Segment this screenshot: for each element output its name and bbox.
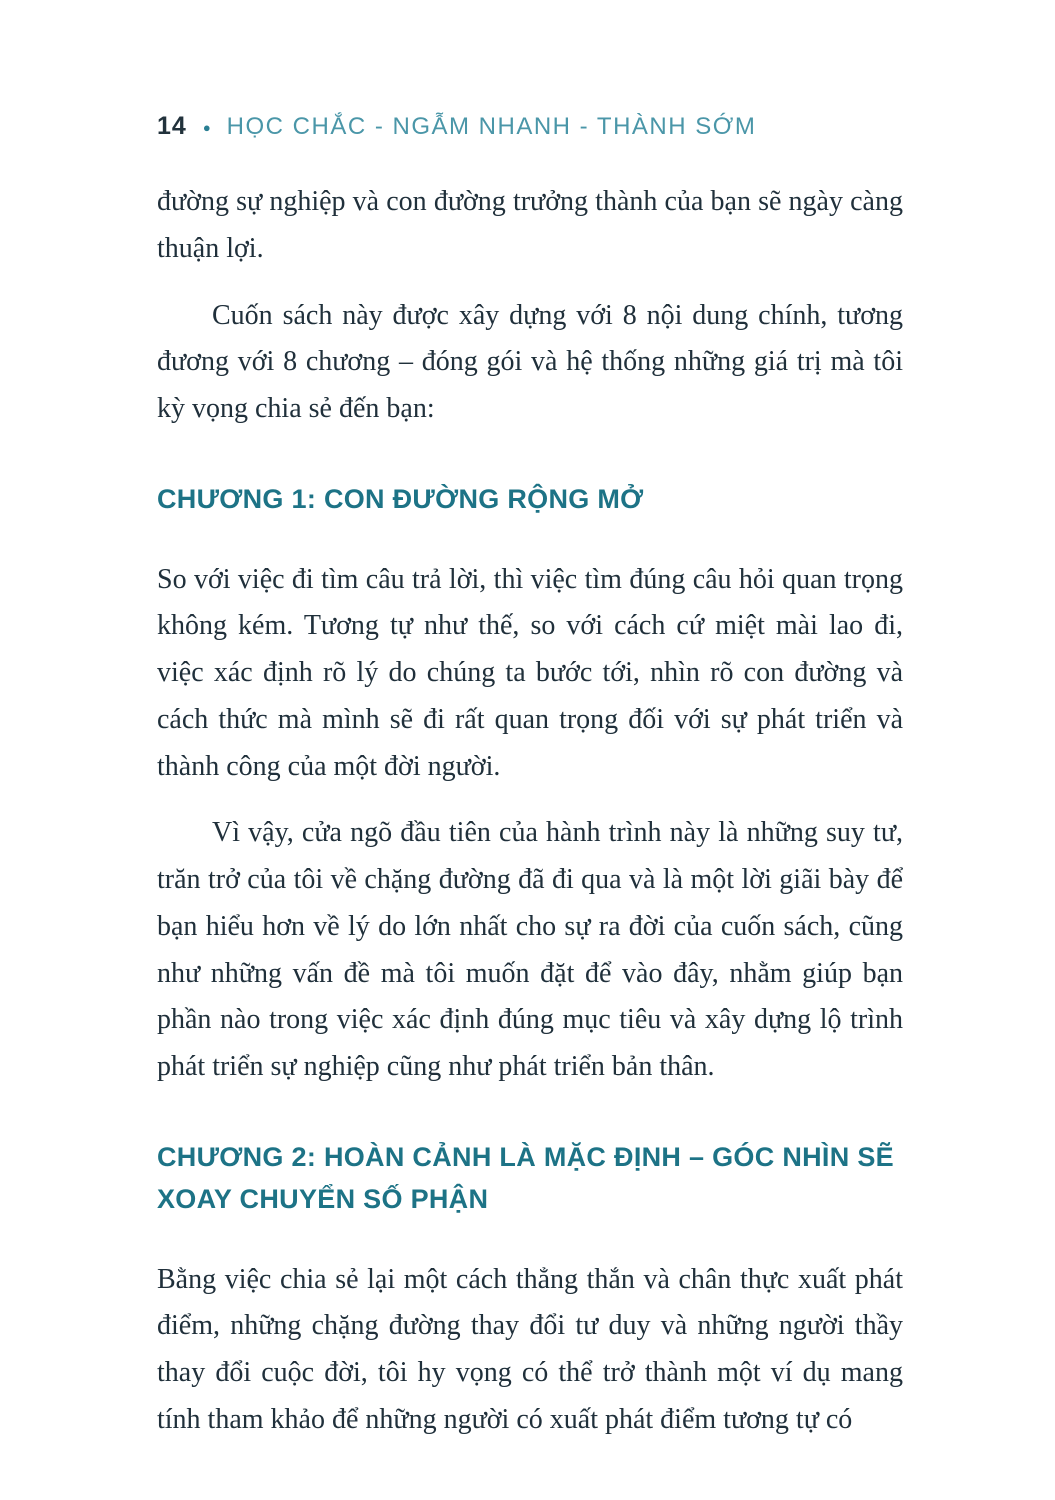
paragraph-chapter2-first: Bằng việc chia sẻ lại một cách thẳng thắn và chân thực xuất phát điểm, những chặng đường thay đổi tư duy và những người thầy thay đổi cuộc đời, tôi hy vọng có thể trở thành một ví dụ mang tính tham khảo để những người có xuất phát điểm tương tự có xyxy=(157,1263,903,1435)
chapter-1-heading: CHƯƠNG 1: CON ĐƯỜNG RỘNG MỞ xyxy=(157,483,644,514)
page-number: 14 xyxy=(157,112,187,140)
paragraph-chapter1-second: Vì vậy, cửa ngõ đầu tiên của hành trình này là những suy tư, trăn trở của tôi về chặng đường đã đi qua và là một lời giãi bày để bạn hiểu hơn về lý do lớn nhất cho sự ra đời của cuốn sách, cũng như những vấn đề mà tôi muốn đặt để vào đây, nhằm giúp bạn phần nào trong việc xác định đúng mục tiêu và xây dựng lộ trình phát triển sự nghiệp cũng như phát triển bản thân. xyxy=(157,817,903,1083)
bullet-icon: ● xyxy=(202,120,211,135)
chapter-2-heading: CHƯƠNG 2: HOÀN CẢNH LÀ MẶC ĐỊNH – GÓC NHÌN SẼ XOAY CHUYỂN SỐ PHẬN xyxy=(157,1141,894,1214)
running-header-title: HỌC CHẮC - NGẪM NHANH - THÀNH SỚM xyxy=(226,112,757,140)
paragraph-book-structure: Cuốn sách này được xây dựng với 8 nội dung chính, tương đương với 8 chương – đóng gói và hệ thống những giá trị mà tôi kỳ vọng chia sẻ đến bạn: xyxy=(157,299,903,424)
running-header xyxy=(157,112,903,141)
page-body xyxy=(157,179,903,1444)
paragraph-continuation: đường sự nghiệp và con đường trưởng thành của bạn sẽ ngày càng thuận lợi. xyxy=(157,186,903,264)
paragraph-chapter1-first: So với việc đi tìm câu trả lời, thì việc tìm đúng câu hỏi quan trọng không kém. Tương tự như thế, so với cách cứ miệt mài lao đi, việc xác định rõ lý do chúng ta bước tới, nhìn rõ con đường và cách thức mà mình sẽ đi rất quan trọng đối với sự phát triển và thành công của một đời người. xyxy=(157,563,903,782)
